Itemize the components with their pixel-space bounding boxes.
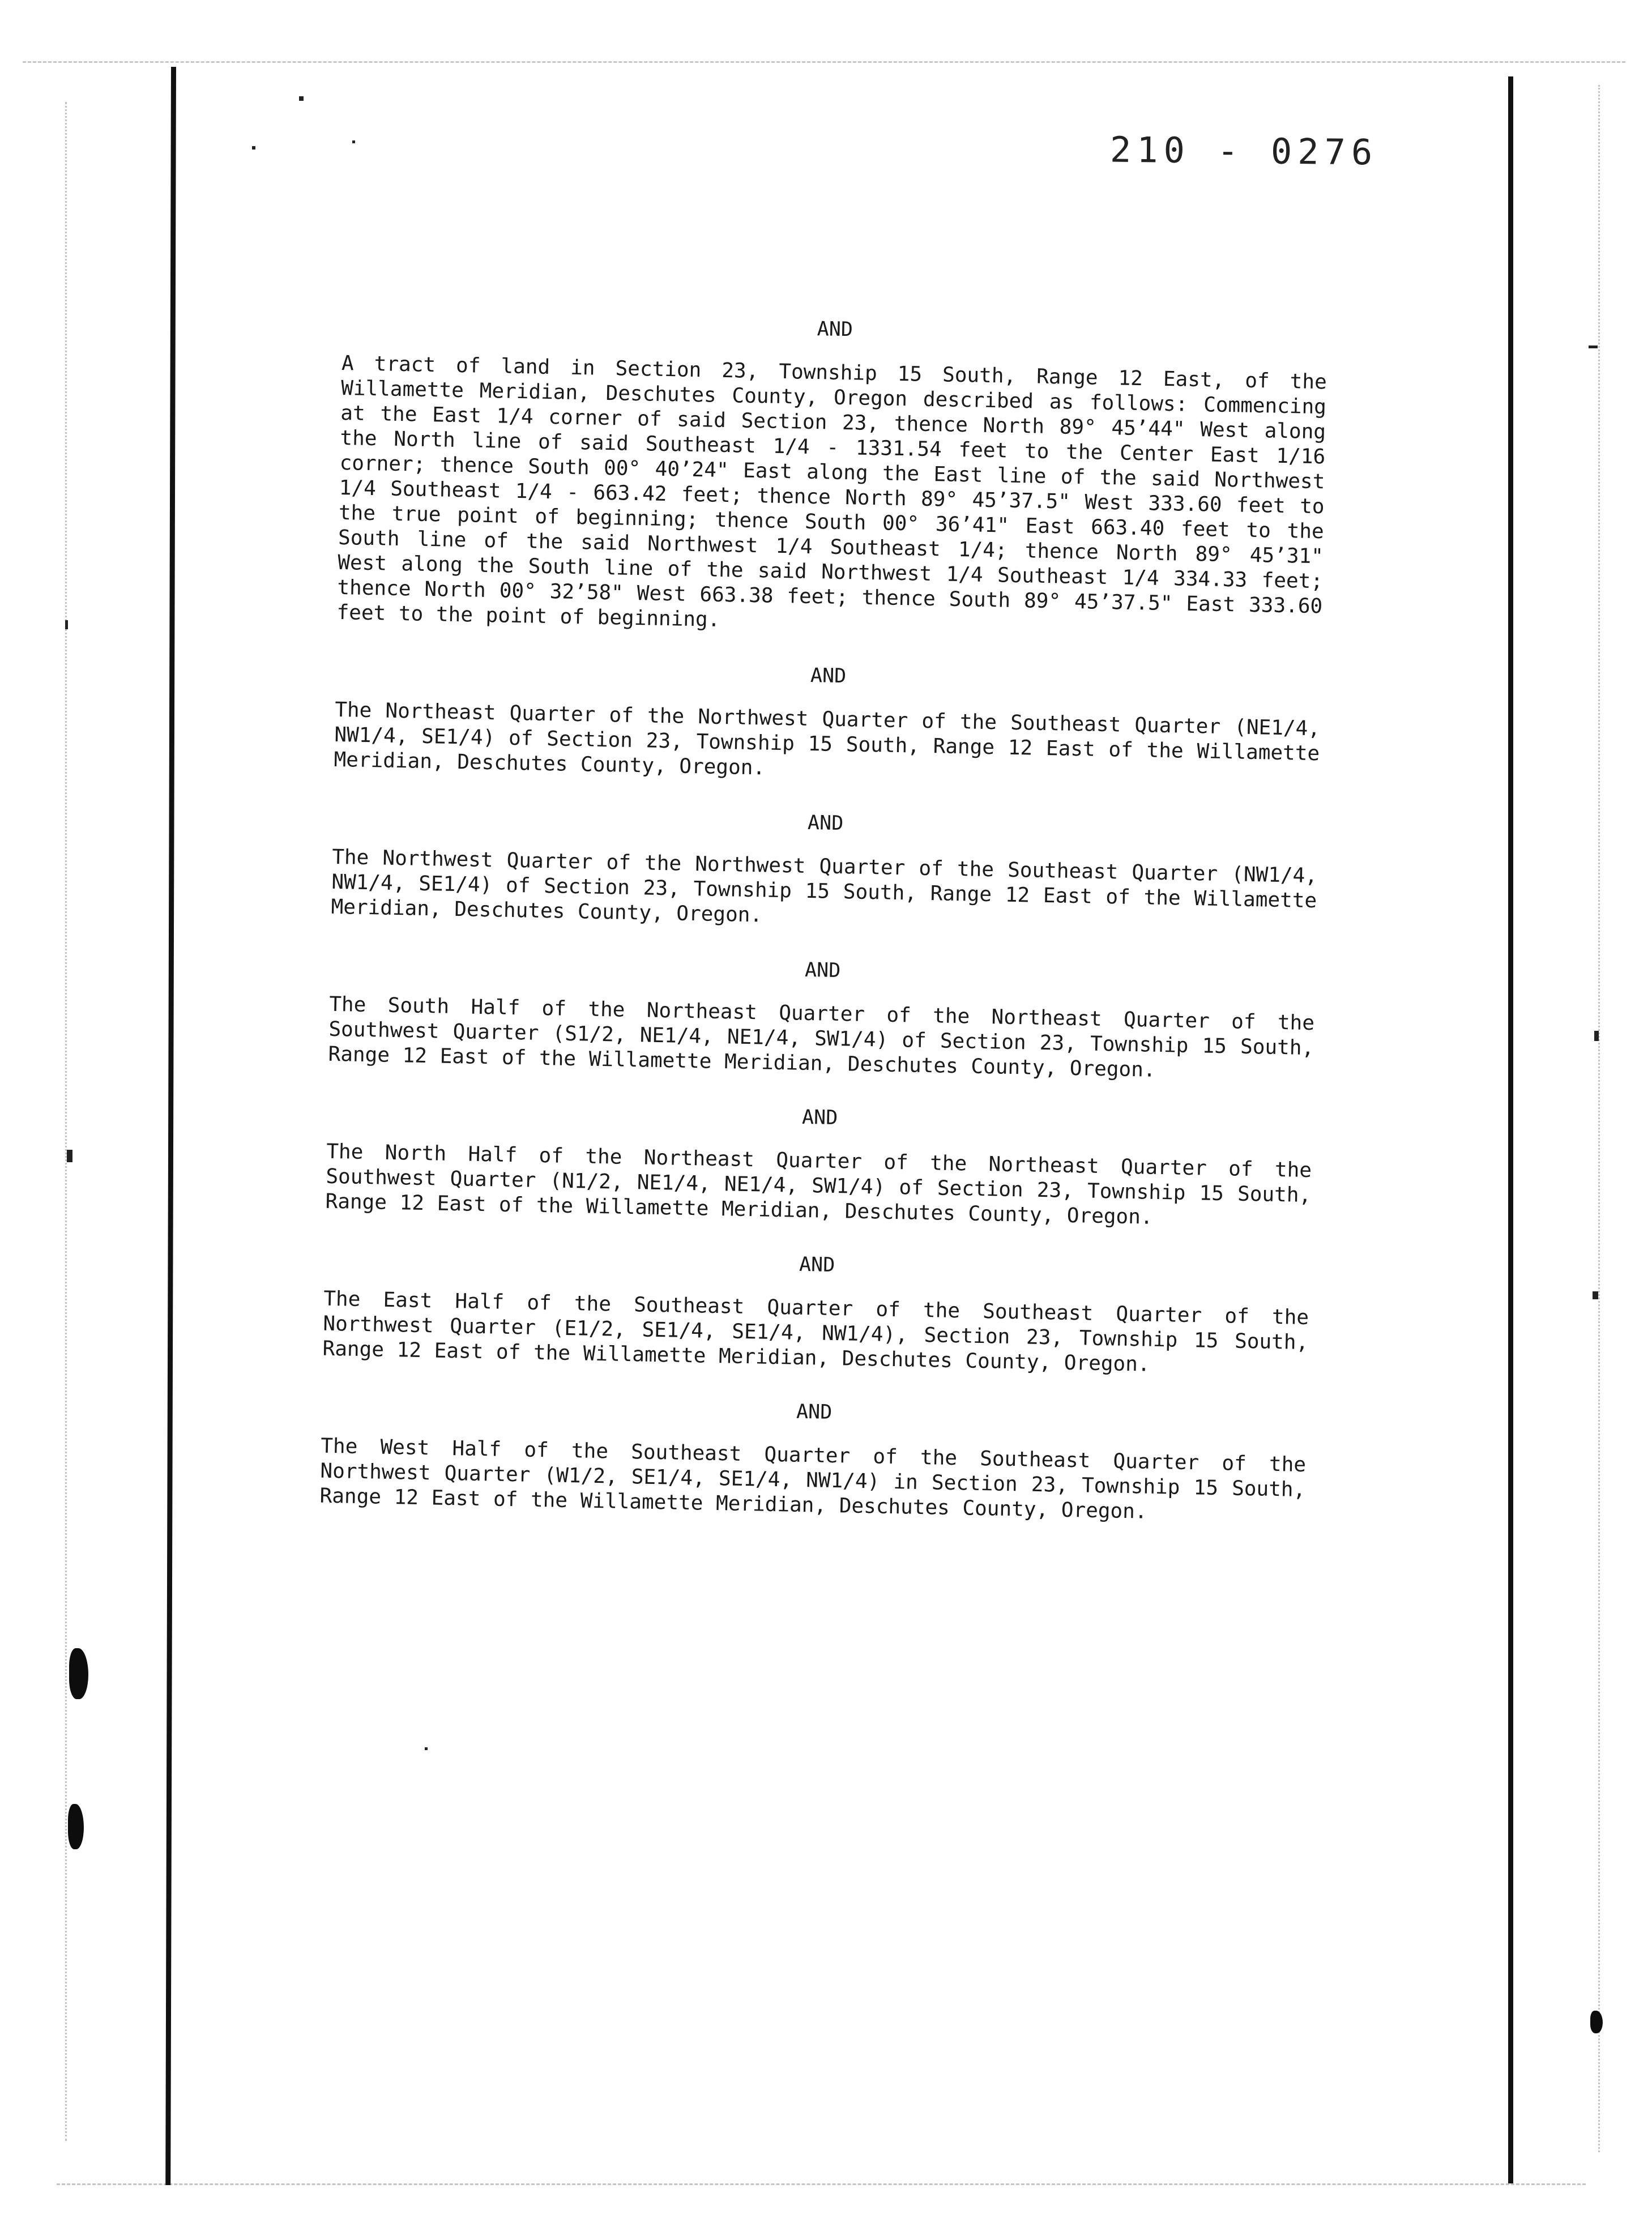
paragraph-tract-description: A tract of land in Section 23, Township 15 South, Range 12 East, of the Willamette Meridian, Deschutes County, Oregon described as follows: Commencing at the East 1/4 corner of said Section 23, thence North 89° 45’44" West along the North line of said Southeast 1/4 - 1331.54 feet to the Center East 1/16 corner; thence South 00° 40’24" East along the East line of the said Northwest 1/4 Southeast 1/4 - 663.42 feet; thence North 89° 45’37.5" West 333.60 feet to the true point of beginning; thence South 00° 36’41" East 663.40 feet to the South line of the said Northwest 1/4 Southeast 1/4; thence North 89° 45’31" West along the South line of the said Northwest 1/4 Southeast 1/4 334.33 feet; thence North 00° 32’58" West 663.38 feet; thence South 89° 45’37.5" East 333.60 feet to the point of beginning.	[336, 351, 1327, 632]
scan-speck	[299, 96, 304, 101]
and-separator: AND	[817, 318, 853, 342]
paragraph-s-half-ne-ne-sw: The South Half of the Northeast Quarter of the Northeast Quarter of the Southwest Quarter (S1/2, NE1/4, NE1/4, SW1/4) of Section 23, Township 15 South, Range 12 East of the Willamette Meridian, Deschutes County, Oregon.	[328, 992, 1315, 1082]
scan-ink-blot	[69, 1648, 88, 1699]
scan-speck	[352, 140, 355, 143]
legal-description	[319, 306, 1327, 1528]
scan-speck	[1589, 345, 1598, 348]
document-number: 210 - 0276	[1109, 129, 1378, 173]
and-separator: AND	[807, 811, 844, 835]
and-separator: AND	[801, 1106, 838, 1130]
scan-speck	[1593, 1291, 1598, 1299]
scan-ink-blot	[68, 1804, 84, 1849]
and-separator: AND	[810, 664, 847, 688]
scan-speck	[1594, 1031, 1599, 1041]
paragraph-n-half-ne-ne-sw: The North Half of the Northeast Quarter of the Northeast Quarter of the Southwest Quarter (N1/2, NE1/4, NE1/4, SW1/4) of Section 23, Township 15 South, Range 12 East of the Willamette Meridian, Deschutes County, Oregon.	[325, 1140, 1312, 1229]
paragraph-w-half-se-se-nw: The West Half of the Southeast Quarter of the Southeast Quarter of the Northwest Quarter (W1/2, SE1/4, SE1/4, NW1/4) in Section 23, Township 15 South, Range 12 East of the Willamette Meridian, Deschutes County, Oregon.	[319, 1434, 1307, 1524]
scan-ink-blot	[1590, 2011, 1603, 2033]
scan-speck	[67, 1150, 72, 1162]
and-separator: AND	[796, 1400, 833, 1424]
paragraph-e-half-se-se-nw: The East Half of the Southeast Quarter of the Southeast Quarter of the Northwest Quarter (E1/2, SE1/4, SE1/4, NW1/4), Section 23, Township 15 South, Range 12 East of the Willamette Meridian, Deschutes County, Oregon.	[322, 1287, 1309, 1376]
scan-speck	[425, 1747, 428, 1750]
page-right-border	[1508, 76, 1513, 2183]
scan-noise-left	[65, 102, 67, 2141]
paragraph-nw-nw-se: The Northwest Quarter of the Northwest Quarter of the Southeast Quarter (NW1/4, NW1/4, SE1/4) of Section 23, Township 15 South, Range 12 East of the Willamette Meridian, Deschutes County, Oregon.	[331, 845, 1318, 927]
scan-speck	[252, 146, 255, 150]
page-left-border	[165, 67, 176, 2185]
scan-noise-right	[1598, 85, 1600, 2152]
and-separator: AND	[804, 958, 841, 983]
scan-bottom-edge	[57, 2183, 1586, 2185]
scan-speck	[65, 620, 68, 629]
paragraph-ne-nw-se: The Northeast Quarter of the Northwest Quarter of the Southeast Quarter (NE1/4, NW1/4, SE1/4) of Section 23, Township 15 South, Range 12 East of the Willamette Meridian, Deschutes County, Oregon.	[334, 698, 1321, 780]
scan-top-edge	[23, 61, 1625, 63]
and-separator: AND	[799, 1253, 835, 1277]
